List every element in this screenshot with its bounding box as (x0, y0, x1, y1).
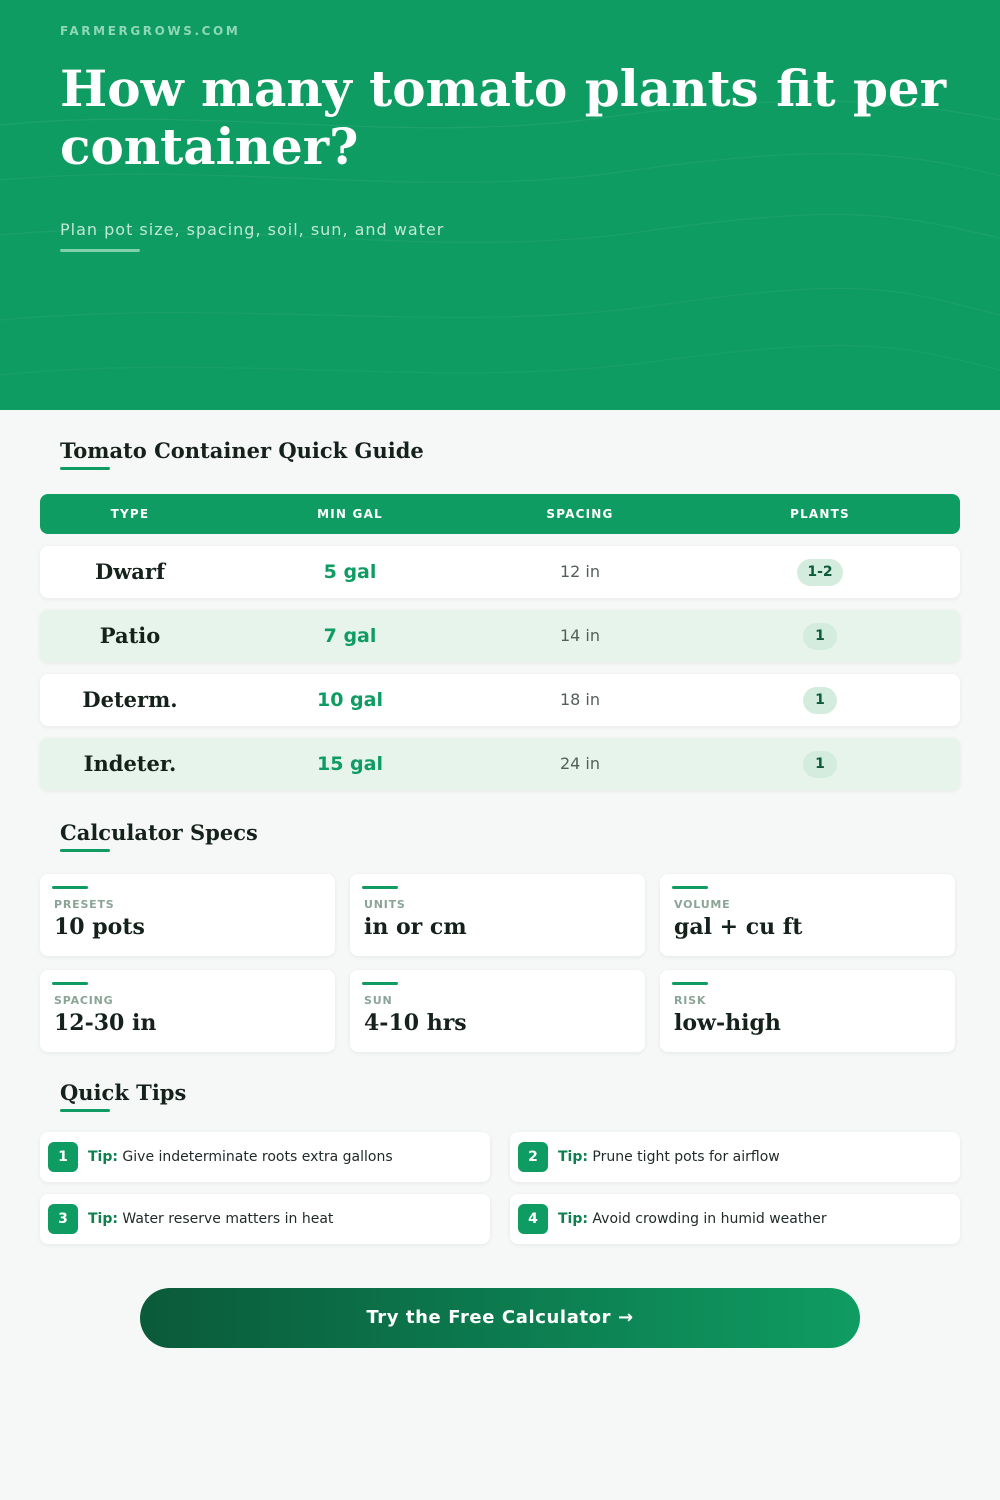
tip-text (558, 1132, 780, 1182)
row-type: Determ. (82, 687, 178, 712)
spec-card-volume (660, 874, 955, 956)
page-title: How many tomato plants fit per container? (60, 59, 947, 176)
spec-value: gal + cu ft (674, 914, 803, 940)
row-plants-cell (720, 674, 920, 726)
spec-label: PRESETS (54, 898, 115, 911)
specs-title-underline (60, 849, 110, 852)
tip-body: Water reserve matters in heat (122, 1211, 334, 1227)
spec-card-spacing (40, 970, 335, 1052)
row-spacing: 18 in (559, 690, 601, 709)
tip-card (510, 1132, 960, 1182)
row-type: Patio (99, 623, 161, 648)
tip-body: Give indeterminate roots extra gallons (122, 1149, 393, 1165)
tip-prefix: Tip: (88, 1149, 118, 1165)
tip-text (88, 1132, 393, 1182)
spec-card-sun (350, 970, 645, 1052)
row-min-gal: 15 gal (317, 753, 383, 775)
tip-body: Prune tight pots for airflow (592, 1149, 780, 1165)
guide-title-underline (60, 467, 110, 470)
tips-title-underline (60, 1109, 110, 1112)
spec-accent-bar (362, 886, 398, 889)
spec-label: SUN (364, 994, 393, 1007)
tip-card (510, 1194, 960, 1244)
tip-text (558, 1194, 827, 1244)
plants-badge: 1 (803, 687, 837, 714)
spec-card-units (350, 874, 645, 956)
row-type: Dwarf (95, 559, 165, 584)
table-row (40, 738, 960, 790)
spec-accent-bar (52, 982, 88, 985)
spec-label: VOLUME (674, 898, 731, 911)
spec-value: in or cm (364, 914, 467, 940)
guide-title: Tomato Container Quick Guide (60, 438, 424, 463)
plants-badge: 1 (803, 623, 837, 650)
tip-prefix: Tip: (558, 1211, 588, 1227)
tip-number-badge: 3 (48, 1204, 78, 1234)
specs-title: Calculator Specs (60, 820, 258, 845)
row-spacing: 12 in (559, 562, 601, 581)
plants-badge: 1 (803, 751, 837, 778)
row-min-gal: 10 gal (317, 689, 383, 711)
tip-prefix: Tip: (558, 1149, 588, 1165)
spec-label: SPACING (54, 994, 114, 1007)
site-name: FARMERGROWS.COM (60, 24, 241, 38)
page-subtitle: Plan pot size, spacing, soil, sun, and water (60, 220, 445, 239)
row-plants-cell (720, 738, 920, 790)
spec-accent-bar (672, 982, 708, 985)
table-header (40, 494, 960, 534)
tip-number-badge: 1 (48, 1142, 78, 1172)
tip-prefix: Tip: (88, 1211, 118, 1227)
spec-value: 12-30 in (54, 1010, 157, 1036)
hero-banner (0, 0, 1000, 410)
table-row (40, 546, 960, 598)
header-plants: PLANTS (790, 507, 850, 521)
spec-accent-bar (362, 982, 398, 985)
row-spacing: 14 in (559, 626, 601, 645)
subtitle-underline (60, 249, 140, 252)
spec-value: 4-10 hrs (364, 1010, 467, 1036)
spec-card-risk (660, 970, 955, 1052)
spec-accent-bar (52, 886, 88, 889)
tip-text (88, 1194, 333, 1244)
tip-body: Avoid crowding in humid weather (592, 1211, 827, 1227)
free-calculator-button[interactable]: Try the Free Calculator → (140, 1288, 860, 1348)
header-type: TYPE (110, 507, 150, 521)
spec-value: 10 pots (54, 914, 145, 940)
tip-card (40, 1194, 490, 1244)
row-type: Indeter. (83, 751, 177, 776)
spec-label: UNITS (364, 898, 406, 911)
table-row (40, 674, 960, 726)
table-row (40, 610, 960, 662)
tip-number-badge: 4 (518, 1204, 548, 1234)
tip-number-badge: 2 (518, 1142, 548, 1172)
spec-accent-bar (672, 886, 708, 889)
row-plants-cell (720, 610, 920, 662)
spec-label: RISK (674, 994, 707, 1007)
header-spacing: SPACING (546, 507, 614, 521)
spec-card-presets (40, 874, 335, 956)
tips-title: Quick Tips (60, 1080, 187, 1105)
row-min-gal: 7 gal (323, 625, 377, 647)
header-min-gal: MIN GAL (317, 507, 383, 521)
row-spacing: 24 in (559, 754, 601, 773)
tip-card (40, 1132, 490, 1182)
plants-badge: 1-2 (797, 559, 842, 586)
row-plants-cell (720, 546, 920, 598)
row-min-gal: 5 gal (323, 561, 377, 583)
spec-value: low-high (674, 1010, 781, 1036)
